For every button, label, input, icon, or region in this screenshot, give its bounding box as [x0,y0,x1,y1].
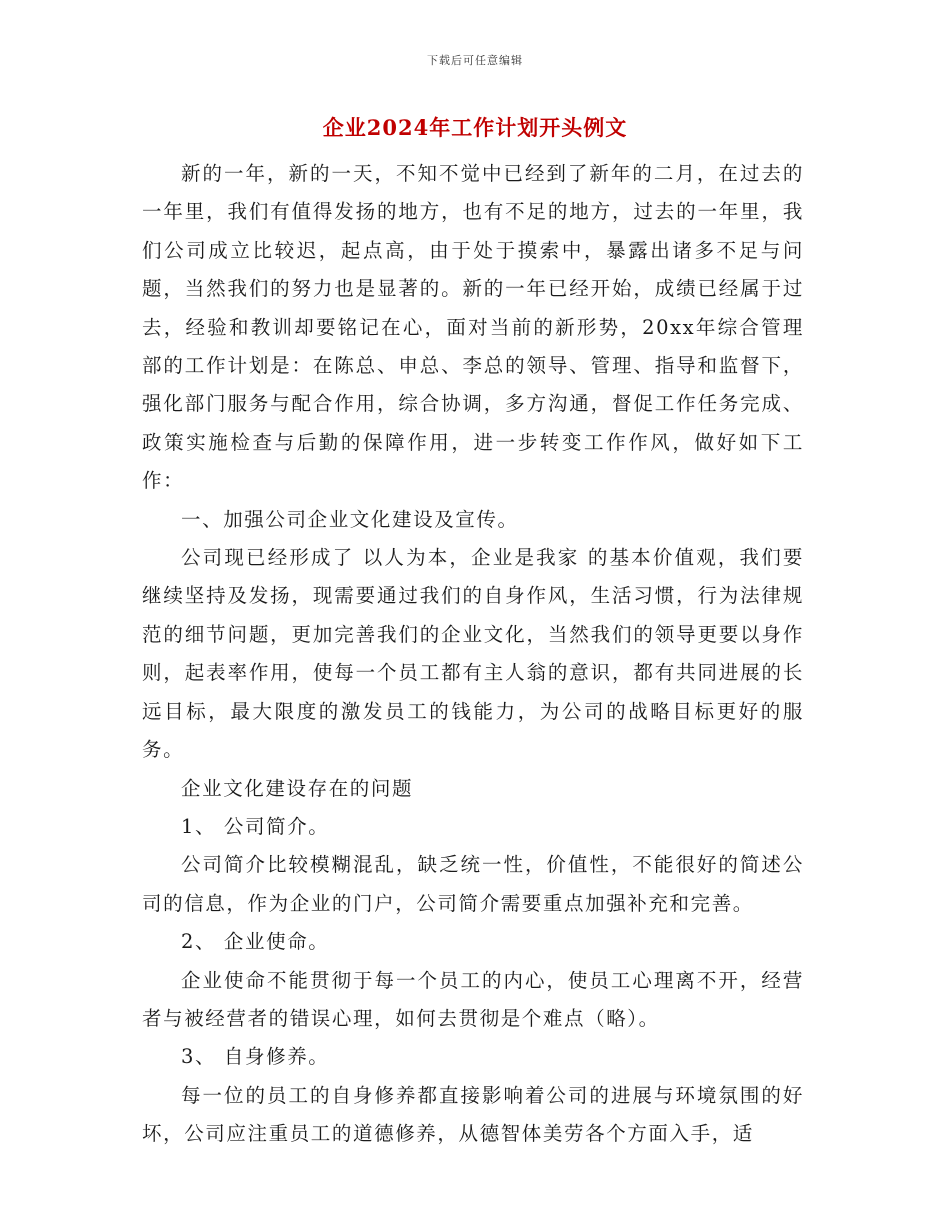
header-note: 下载后可任意编辑 [427,54,523,67]
paragraph-intro: 新的一年，新的一天，不知不觉中已经到了新年的二月，在过去的一年里，我们有值得发扬的地方，也有不足的地方，过去的一年里，我们公司成立比较迟，起点高，由于处于摸索中，暴露出诸多不足与问题，当然我们的努力也是显著的。新的一年已经开始，成绩已经属于过去，经验和教训却要铭记在心，面对当前的新形势，20xx年综合管理部的工作计划是：在陈总、申总、李总的领导、管理、指导和监督下，强化部门服务与配合作用，综合协调，多方沟通，督促工作任务完成、政策实施检查与后勤的保障作用，进一步转变工作作风，做好如下工作： [142,162,804,493]
paragraph-mission: 企业使命不能贯彻于每一个员工的内心，使员工心理离不开，经营者与被经营者的错误心理，如何去贯彻是个难点（略）。 [142,968,804,1030]
item-heading-profile: 1、 公司简介。 [181,814,330,838]
section-heading-culture: 一、加强公司企业文化建设及宣传。 [181,507,519,531]
item-heading-mission: 2、 企业使命。 [181,930,330,954]
document-title: 企业2024年工作计划开头例文 [322,115,628,140]
paragraph-cultivation: 每一位的员工的自身修养都直接影响着公司的进展与环境氛围的好坏，公司应注重员工的道德修养，从德智体美劳各个方面入手，适 [142,1083,804,1146]
item-heading-cultivation: 3、 自身修养。 [181,1045,330,1069]
paragraph-profile: 公司简介比较模糊混乱，缺乏统一性，价值性，不能很好的简述公司的信息，作为企业的门户，公司简介需要重点加强补充和完善。 [142,853,804,915]
subheading-problems: 企业文化建设存在的问题 [181,776,414,800]
paragraph-culture: 公司现已经形成了 以人为本，企业是我家 的基本价值观，我们要继续坚持及发扬，现需要通过我们的自身作风，生活习惯，行为法律规范的细节问题，更加完善我们的企业文化，当然我们的领导更要以身作则，起表率作用，使每一个员工都有主人翁的意识，都有共同进展的长远目标，最大限度的激发员工的钱能力，为公司的战略目标更好的服务。 [142,546,804,762]
document-body [142,155,804,1154]
